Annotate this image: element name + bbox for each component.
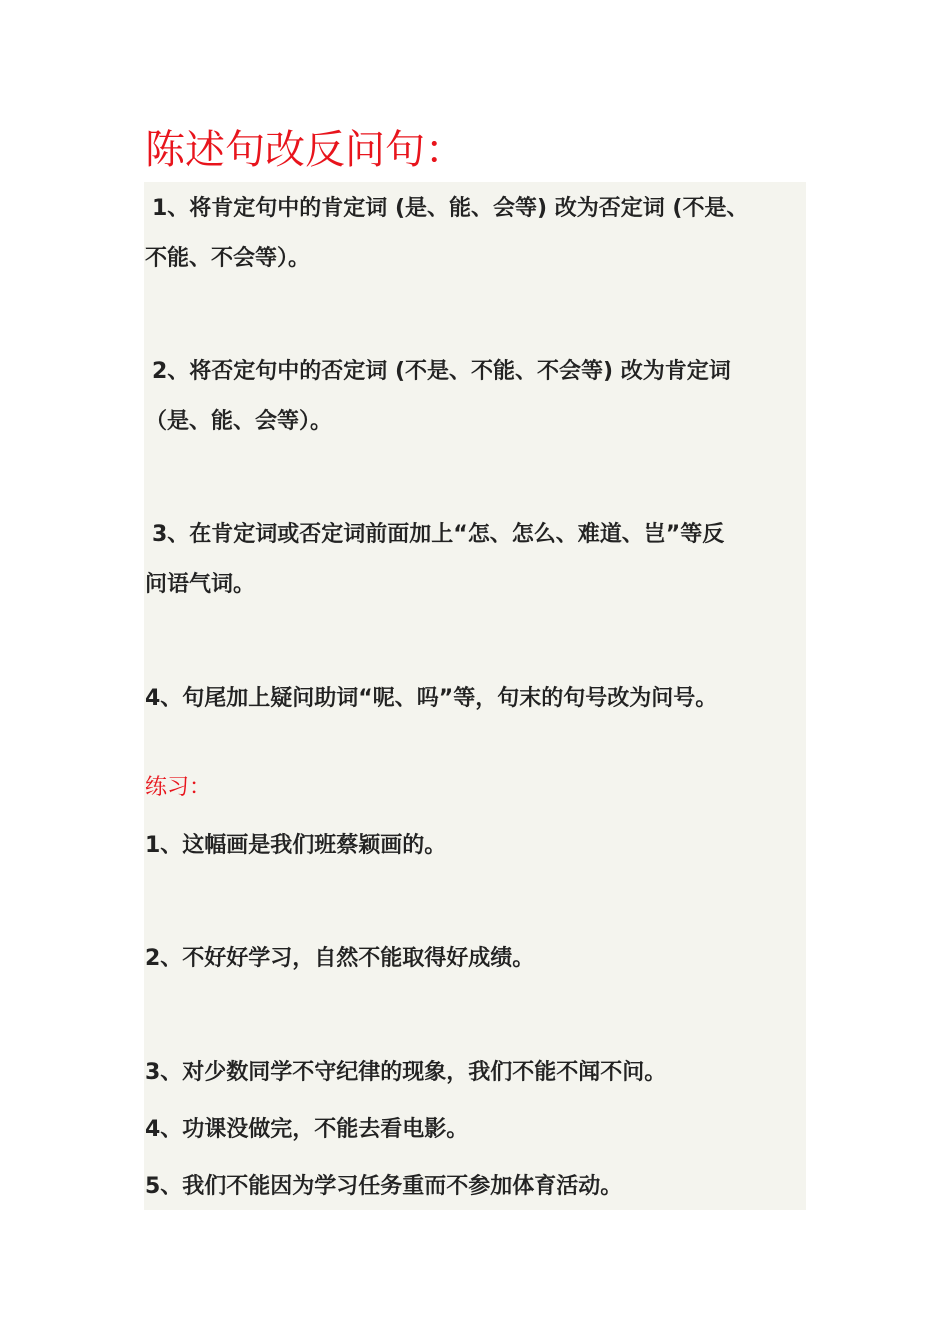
- practice-item-1: 1、这幅画是我们班蔡颖画的。: [145, 833, 447, 858]
- rule-3-line-2: 问语气词。: [145, 572, 256, 597]
- rule-1-line-2: 不能、不会等）。: [145, 246, 311, 271]
- page-title: 陈述句改反问句：: [145, 127, 465, 173]
- practice-item-2: 2、不好好学习，自然不能取得好成绩。: [145, 946, 535, 971]
- practice-item-4: 4、功课没做完，不能去看电影。: [145, 1117, 469, 1142]
- rule-2-line-1: 2、将否定句中的否定词 (不是、不能、不会等) 改为肯定词: [152, 359, 731, 384]
- practice-label: 练习：: [145, 775, 212, 800]
- rule-2-line-2: （是、能、会等）。: [145, 409, 333, 434]
- practice-item-5: 5、我们不能因为学习任务重而不参加体育活动。: [145, 1174, 623, 1199]
- rule-3-line-1: 3、在肯定词或否定词前面加上“怎、怎么、难道、岂”等反: [152, 522, 725, 547]
- rule-4-line-1: 4、句尾加上疑问助词“呢、吗”等，句末的句号改为问号。: [145, 686, 718, 711]
- practice-item-3: 3、对少数同学不守纪律的现象，我们不能不闻不问。: [145, 1060, 667, 1085]
- rule-1-line-1: 1、将肯定句中的肯定词 (是、能、会等) 改为否定词 (不是、: [152, 196, 749, 221]
